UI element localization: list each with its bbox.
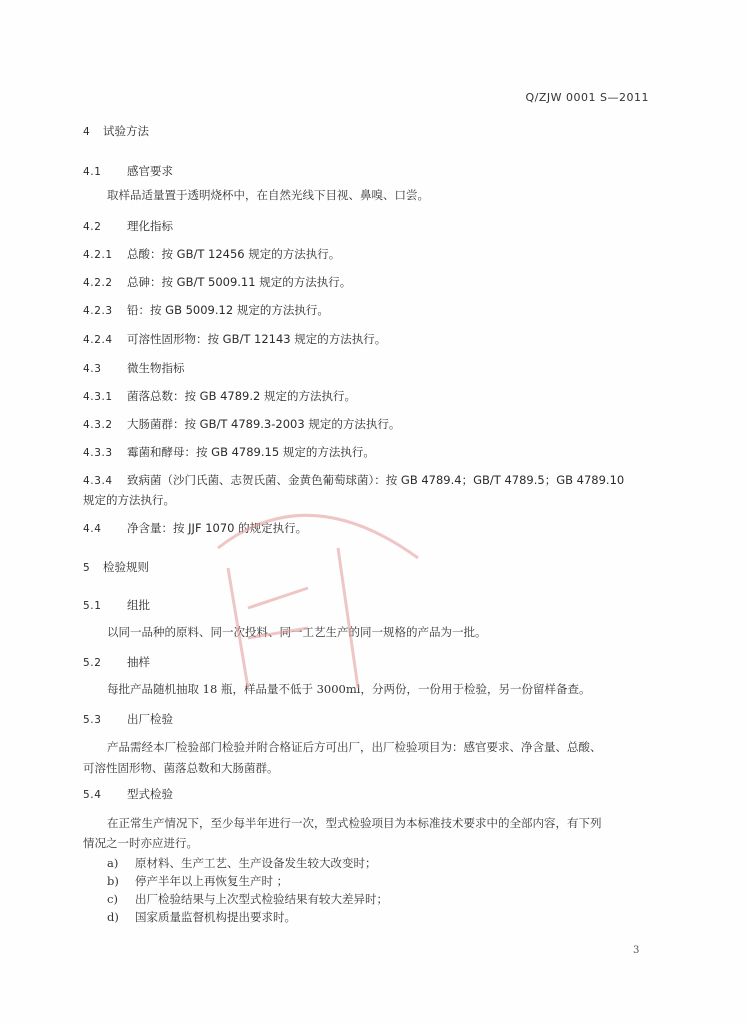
list-marker: d) [107, 910, 119, 924]
section-number: 4.3 [83, 363, 102, 375]
section-heading-5-2 [83, 654, 150, 671]
clause-4-2-3 [83, 302, 329, 319]
list-text: 国家质量监督机构提出要求时。 [135, 910, 296, 924]
clause-4-3-1 [83, 388, 356, 405]
section-heading-5-3 [83, 711, 173, 728]
clause-number: 4.2.3 [83, 305, 113, 317]
paragraph-5-3-line1: 产品需经本厂检验部门检验并附合格证后方可出厂，出厂检验项目为：感官要求、净含量、总酸、 [107, 740, 602, 754]
section-number: 5.2 [83, 657, 102, 669]
list-item-c [107, 891, 388, 907]
section-title: 型式检验 [127, 787, 173, 801]
clause-number: 4.3.3 [83, 447, 113, 459]
list-marker: a) [107, 856, 119, 870]
section-title: 微生物指标 [127, 361, 185, 375]
section-heading-4-1 [83, 163, 173, 180]
list-marker: c) [107, 892, 118, 906]
clause-number: 4.3.1 [83, 391, 113, 403]
clause-text: 总砷：按 GB/T 5009.11 规定的方法执行。 [127, 275, 352, 289]
clause-text: 菌落总数：按 GB 4789.2 规定的方法执行。 [127, 389, 357, 403]
section-number: 5.1 [83, 600, 102, 612]
clause-text: 可溶性固形物：按 GB/T 12143 规定的方法执行。 [127, 332, 387, 346]
section-title: 出厂检验 [127, 712, 173, 726]
paragraph-4-1: 取样品适量置于透明烧杯中，在自然光线下目视、鼻嗅、口尝。 [107, 188, 429, 202]
section-number: 4.1 [83, 166, 102, 178]
clause-number: 4.2.1 [83, 249, 113, 261]
clause-4-2-1 [83, 246, 340, 263]
list-text: 原材料、生产工艺、生产设备发生较大改变时； [135, 856, 377, 870]
clause-4-3-4-continued: 规定的方法执行。 [83, 493, 175, 507]
list-item-b [107, 873, 288, 889]
paragraph-5-2: 每批产品随机抽取 18 瓶，样品量不低于 3000ml，分两份，一份用于检验，另一份留样备查。 [107, 682, 591, 696]
clause-number: 4.3.4 [83, 475, 113, 487]
seal-stroke-right [338, 548, 358, 688]
section-title: 组批 [127, 598, 150, 612]
section-heading-4-2 [83, 218, 173, 235]
clause-text: 霉菌和酵母：按 GB 4789.15 规定的方法执行。 [127, 445, 375, 459]
section-number: 5.3 [83, 714, 102, 726]
section-title: 理化指标 [127, 219, 173, 233]
seal-stroke-mid [248, 588, 308, 608]
section-number: 5 [83, 562, 91, 574]
section-number: 4.2 [83, 221, 102, 233]
clause-text: 总酸：按 GB/T 12456 规定的方法执行。 [127, 247, 341, 261]
page-number: 3 [633, 945, 640, 956]
section-title: 检验规则 [103, 560, 149, 574]
list-marker: b) [107, 874, 119, 888]
clause-text: 净含量：按 JJF 1070 的规定执行。 [127, 521, 308, 535]
paragraph-5-1: 以同一品种的原料、同一次投料、同一工艺生产的同一规格的产品为一批。 [107, 625, 487, 639]
clause-number: 4.3.2 [83, 419, 113, 431]
section-heading-5-4 [83, 786, 173, 803]
list-item-d [107, 909, 296, 925]
clause-number: 4.4 [83, 523, 102, 535]
clause-4-4 [83, 520, 307, 537]
clause-4-2-2 [83, 274, 351, 291]
list-text: 停产半年以上再恢复生产时 ； [135, 874, 289, 888]
paragraph-5-4-line2: 情况之一时亦应进行。 [83, 836, 198, 850]
clause-4-2-4 [83, 331, 386, 348]
section-heading-5-1 [83, 597, 150, 614]
list-text: 出厂检验结果与上次型式检验结果有较大差异时； [135, 892, 388, 906]
section-title: 抽样 [127, 655, 150, 669]
section-number: 5.4 [83, 789, 102, 801]
clause-text: 大肠菌群：按 GB/T 4789.3-2003 规定的方法执行。 [127, 417, 401, 431]
document-code: Q/ZJW 0001 S—2011 [525, 91, 649, 104]
section-heading-5 [83, 559, 149, 576]
section-heading-4 [83, 123, 149, 140]
section-title: 试验方法 [103, 124, 149, 138]
clause-text: 铅：按 GB 5009.12 规定的方法执行。 [127, 303, 329, 317]
clause-4-3-2 [83, 416, 400, 433]
clause-4-3-3 [83, 444, 375, 461]
paragraph-5-3-line2: 可溶性固形物、菌落总数和大肠菌群。 [83, 761, 279, 775]
list-item-a [107, 855, 377, 871]
paragraph-5-4-line1: 在正常生产情况下，至少每半年进行一次，型式检验项目为本标准技术要求中的全部内容，有下列 [107, 816, 602, 830]
clause-4-3-4 [83, 472, 624, 489]
clause-number: 4.2.4 [83, 334, 113, 346]
section-title: 感官要求 [127, 164, 173, 178]
section-number: 4 [83, 126, 91, 138]
section-heading-4-3 [83, 360, 185, 377]
clause-number: 4.2.2 [83, 277, 113, 289]
clause-text: 致病菌（沙门氏菌、志贺氏菌、金黄色葡萄球菌）：按 GB 4789.4；GB/T 4789.5；GB 4789.10 [127, 473, 625, 487]
